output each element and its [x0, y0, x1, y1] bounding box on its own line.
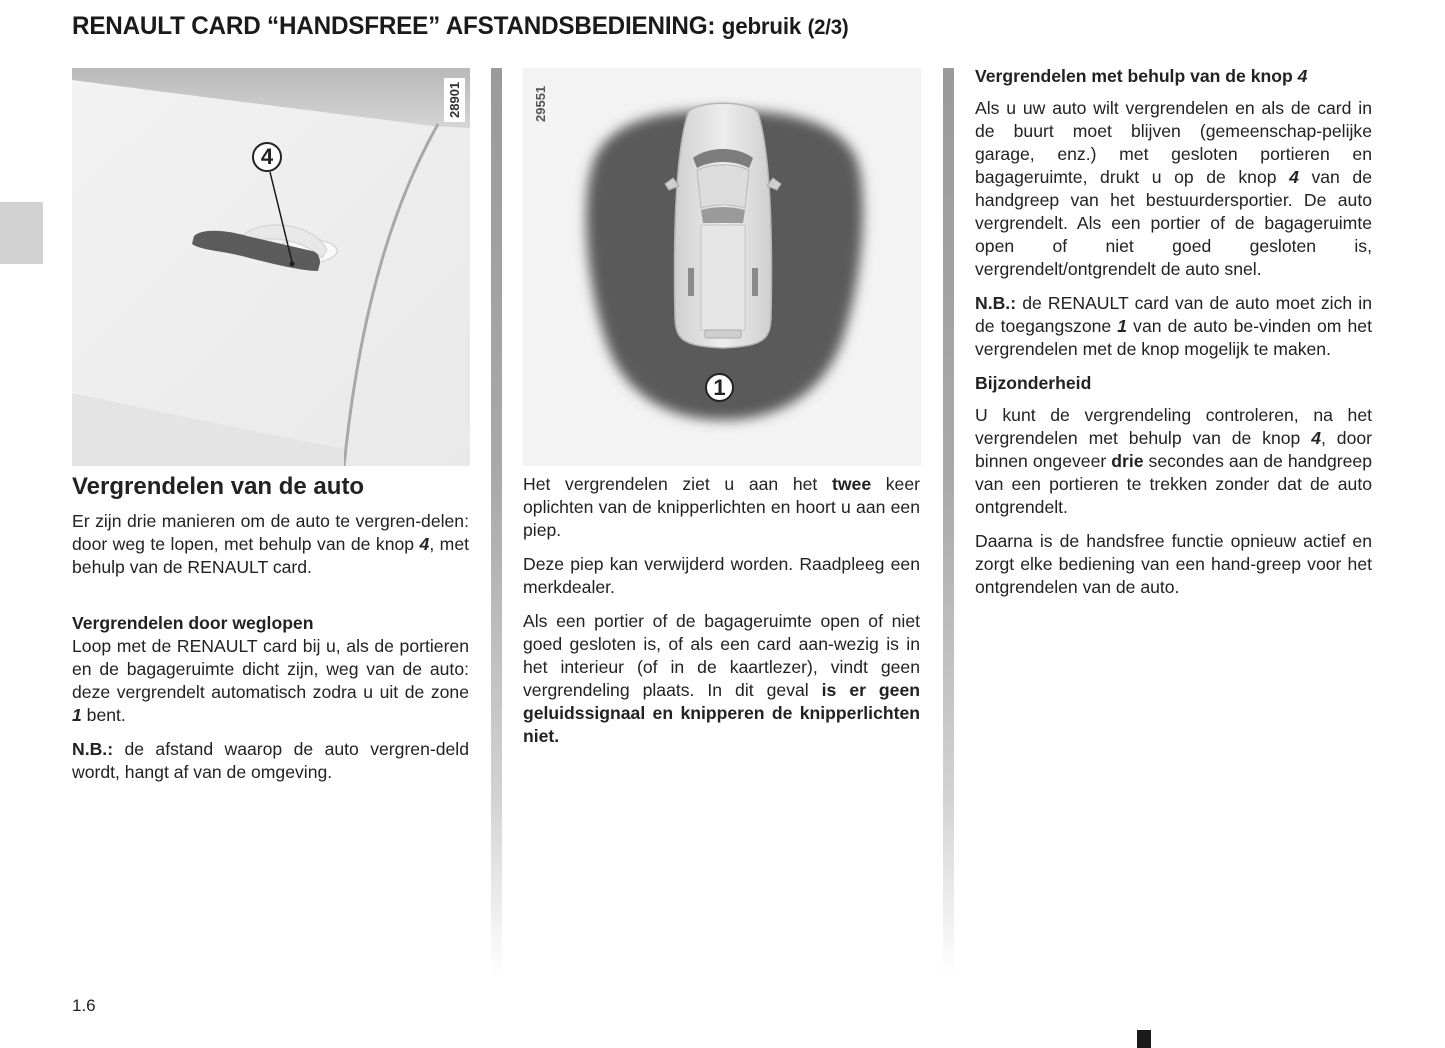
text-run: secondes aan de handgreep van een portieren te trekken zonder dat de auto ontgrendelt.	[975, 451, 1372, 517]
text-run: Vergrendelen met behulp van de knop	[975, 66, 1298, 86]
title-part: (2/3)	[807, 16, 849, 39]
check-lock-paragraph	[975, 404, 1372, 519]
text-run: , met behulp van de RENAULT card.	[72, 534, 469, 577]
subsection-heading: Bijzonderheid	[975, 373, 1092, 393]
chapter-tab-marker	[0, 202, 43, 264]
callout-badge: 1	[705, 373, 734, 402]
subsection-heading: Vergrendelen door weglopen	[72, 613, 314, 633]
section-heading: Vergrendelen van de auto	[72, 473, 365, 500]
button-lock-paragraph	[975, 97, 1372, 281]
callout-badge: 4	[252, 142, 282, 172]
column-divider	[491, 68, 502, 978]
text-run: de RENAULT card van de auto moet zich in de toegangszone	[975, 293, 1372, 336]
intro-paragraph	[72, 510, 469, 579]
column-divider	[943, 68, 954, 978]
walkaway-paragraph	[72, 635, 469, 727]
text-run: bent.	[81, 705, 126, 725]
figure-door-handle	[72, 68, 470, 466]
lock-button-4	[290, 262, 295, 267]
note-label: N.B.:	[975, 293, 1017, 313]
column-3	[975, 65, 1372, 610]
note-paragraph	[72, 738, 469, 784]
reference-number: 1	[1117, 316, 1128, 336]
reference-number: 4	[1289, 167, 1299, 187]
car-top-view	[665, 103, 781, 348]
text-run: van de handgreep van het bestuurdersportier. De auto vergrendelt. Als een portier of de bagageruimte open of niet goed gesloten is, vergrendelt/ontgrendelt de auto snel.	[975, 167, 1372, 279]
reference-number: 1	[72, 705, 82, 725]
reference-number: 4	[419, 534, 430, 554]
text-run: Er zijn drie manieren om de auto te vergren-delen: door weg te lopen, met behulp van de knop	[72, 511, 469, 554]
figure-access-zone	[523, 68, 921, 466]
reference-number: 4	[1311, 428, 1322, 448]
door-handle-illustration	[72, 68, 470, 466]
no-lock-paragraph	[523, 610, 920, 748]
emphasis: twee	[831, 474, 872, 494]
text-run: Het vergrendelen ziet u aan het	[523, 474, 832, 494]
section-end-marker	[1137, 1030, 1151, 1048]
text-run: van de auto be-vinden om het vergrendelen met de knop mogelijk te maken.	[975, 316, 1372, 359]
column-1	[72, 472, 469, 795]
title-main: RENAULT CARD “HANDSFREE” AFSTANDSBEDIENING:	[72, 12, 716, 40]
access-zone-illustration	[523, 68, 921, 466]
note-paragraph	[975, 292, 1372, 361]
emphasis: drie	[1111, 451, 1144, 471]
column-2	[523, 473, 920, 759]
page-number: 1.6	[72, 996, 96, 1015]
figure-reference-code: 29551	[533, 85, 548, 122]
figure-reference-code: 28901	[444, 78, 465, 122]
text-run: Als u uw auto wilt vergrendelen en als de card in de buurt moet blijven (gemeenschap-pelijke garage, enz.) met gesloten portieren en bagageruimte, drukt u op de knop	[975, 98, 1372, 187]
emphasis: is er geen geluidssignaal en knipperen de knipperlichten niet.	[523, 680, 920, 746]
beep-paragraph: Deze piep kan verwijderd worden. Raadpleeg een merkdealer.	[523, 554, 920, 597]
subsection-heading	[975, 65, 1372, 88]
text-run: Als een portier of de bagageruimte open of niet goed gesloten is, of als een card aan-wezig is in het interieur (of in de kaartlezer), vindt geen vergrendeling plaats. In dit geval	[523, 611, 920, 700]
text-run: Loop met de RENAULT card bij u, als de portieren en de bagageruimte dicht zijn, weg van de auto: deze vergrendelt automatisch zodra u uit de zone	[72, 636, 469, 702]
note-label: N.B.:	[72, 739, 114, 759]
page-title	[72, 12, 849, 41]
text-run: keer oplichten van de knipperlichten en hoort u aan een piep.	[523, 474, 920, 540]
text-run: U kunt de vergrendeling controleren, na het vergrendelen met behulp van de knop	[975, 405, 1372, 448]
text-run: de afstand waarop de auto vergren-deld wordt, hangt af van de omgeving.	[72, 739, 469, 782]
title-sub: gebruik	[721, 13, 802, 39]
handsfree-reactivated-paragraph: Daarna is de handsfree functie opnieuw actief en zorgt elke bediening van een hand-greep voor het ontgrendelen van de auto.	[975, 531, 1372, 597]
spacer	[72, 590, 469, 612]
text-run: , door binnen ongeveer	[975, 428, 1372, 471]
signal-paragraph	[523, 473, 920, 542]
reference-number: 4	[1297, 66, 1308, 86]
